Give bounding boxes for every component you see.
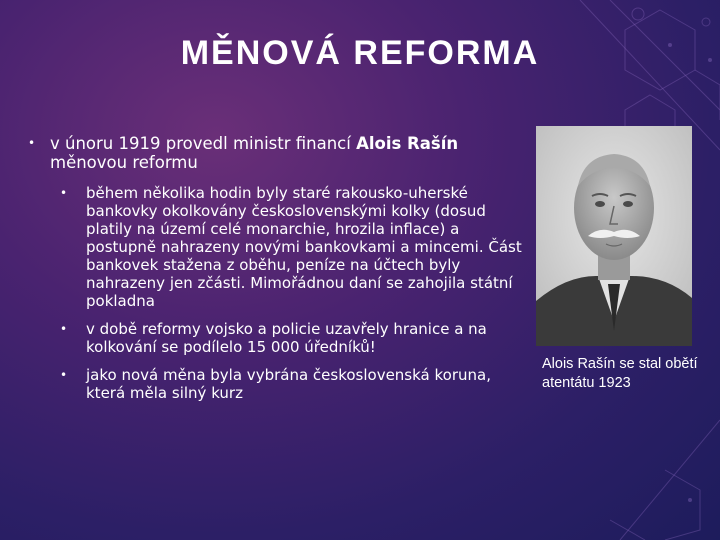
bullet-dot-icon: • bbox=[60, 186, 68, 200]
bullet-dot-icon: • bbox=[60, 322, 68, 336]
bullet-dot-icon: • bbox=[60, 368, 68, 382]
portrait-illustration bbox=[536, 126, 692, 346]
slide-content bbox=[26, 134, 526, 412]
bullet-text-start: v únoru 1919 provedl ministr financí bbox=[50, 134, 357, 153]
bullet-text-bold-name: Alois Rašín bbox=[356, 134, 459, 153]
bullet-level2-3 bbox=[26, 366, 526, 402]
bullet-level1 bbox=[26, 134, 526, 172]
bullet-text: jako nová měna byla vybrána československá koruna, která měla silný kurz bbox=[86, 366, 491, 402]
slide-title: MĚNOVÁ REFORMA bbox=[180, 34, 540, 72]
bullet-level2-1 bbox=[26, 184, 526, 310]
photo-caption: Alois Rašín se stal obětí atentátu 1923 bbox=[542, 356, 698, 391]
bullet-text: během několika hodin byly staré rakousko-uherské bankovky okolkovány československými kolky (dosud platily na území celé monarchie, hrozila inflace) a postupně nahrazeny novými bankovkami a mincemi. Část bankovek stažena z oběhu, peníze na účtech byly nahrazeny jen zčásti. Mimořádnou daní se zahojila státní pokladna bbox=[86, 184, 522, 310]
bullet-text-end: měnovou reformu bbox=[50, 153, 198, 172]
bullet-text: v době reformy vojsko a policie uzavřely hranice a na kolkování se podílelo 15 000 úředníků! bbox=[86, 320, 487, 356]
portrait-photo bbox=[536, 126, 692, 346]
bullet-dot-icon: • bbox=[28, 136, 36, 150]
bullet-level2-2 bbox=[26, 320, 526, 356]
